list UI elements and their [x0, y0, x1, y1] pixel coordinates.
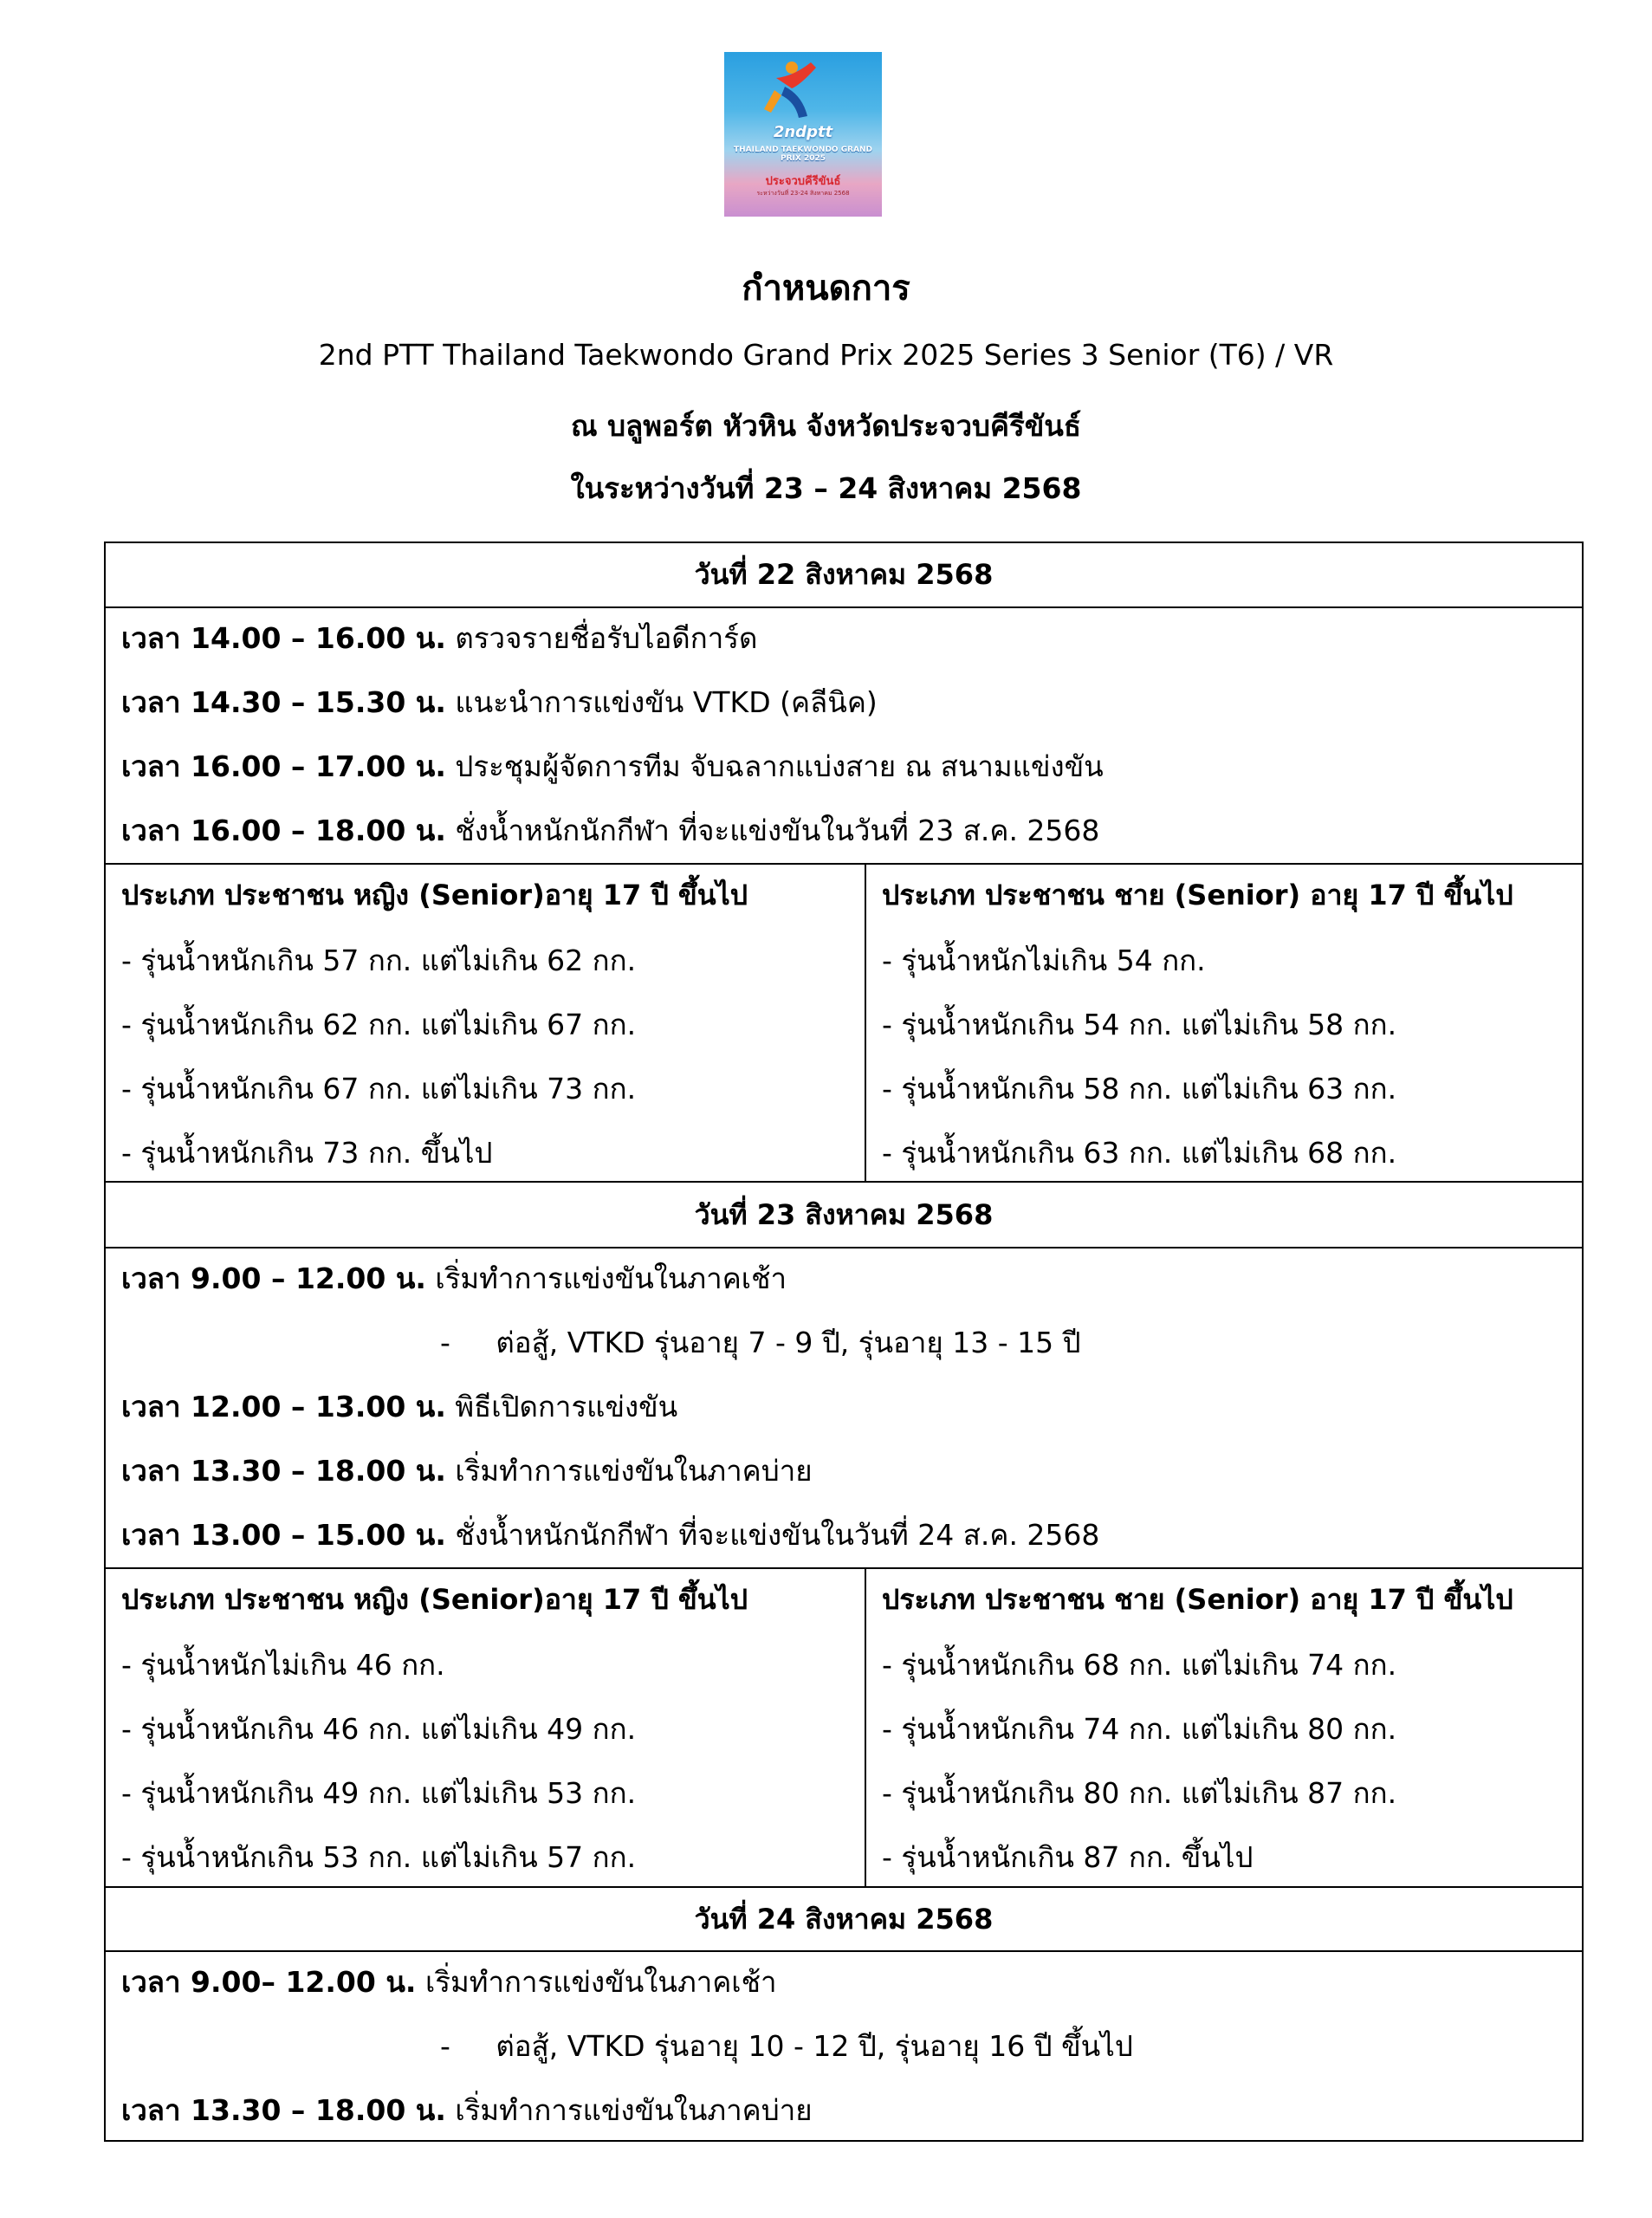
event-venue: ณ บลูพอร์ต หัวหิน จังหวัดประจวบคีรีขันธ์	[570, 409, 1081, 443]
list-item: เวลา 9.00 – 12.00 น. เริ่มทำการแข่งขันในภาคเช้า	[121, 1261, 787, 1295]
weight-class: - รุ่นน้ำหนักเกิน 54 กก. แต่ไม่เกิน 58 กก.	[882, 1008, 1397, 1041]
column-divider	[865, 865, 866, 1181]
day-heading-24: วันที่ 24 สิงหาคม 2568	[106, 1888, 1582, 1952]
day23-weight-classes	[106, 1569, 1582, 1888]
weight-class: - รุ่นน้ำหนักเกิน 74 กก. แต่ไม่เกิน 80 กก.	[882, 1712, 1397, 1746]
women-category-heading: ประเภท ประชาชน หญิง (Senior)อายุ 17 ปี ขึ้นไป	[121, 1583, 748, 1616]
weight-class: - รุ่นน้ำหนักเกิน 63 กก. แต่ไม่เกิน 68 กก.	[882, 1136, 1397, 1170]
weight-class: - รุ่นน้ำหนักไม่เกิน 46 กก.	[121, 1648, 445, 1682]
event-logo	[724, 52, 882, 217]
day-heading-23: วันที่ 23 สิงหาคม 2568	[106, 1183, 1582, 1248]
logo-series: THAILAND TAEKWONDO GRAND PRIX 2025	[733, 146, 872, 163]
schedule-table	[104, 542, 1584, 2142]
weight-class: - รุ่นน้ำหนักเกิน 87 กก. ขึ้นไป	[882, 1840, 1254, 1874]
weight-class: - รุ่นน้ำหนักเกิน 67 กก. แต่ไม่เกิน 73 กก.	[121, 1072, 637, 1106]
list-item: เวลา 16.00 – 17.00 น. ประชุมผู้จัดการทีม จับฉลากแบ่งสาย ณ สนามแข่งขัน	[121, 749, 1104, 783]
weight-class: - รุ่นน้ำหนักเกิน 57 กก. แต่ไม่เกิน 62 กก.	[121, 944, 637, 977]
list-item: เวลา 14.30 – 15.30 น. แนะนำการแข่งขัน VTKD (คลีนิค)	[121, 685, 878, 719]
weight-class: - รุ่นน้ำหนักเกิน 53 กก. แต่ไม่เกิน 57 กก.	[121, 1840, 637, 1874]
weight-class: - รุ่นน้ำหนักเกิน 49 กก. แต่ไม่เกิน 53 กก.	[121, 1776, 637, 1810]
list-subitem: - ต่อสู้, VTKD รุ่นอายุ 7 - 9 ปี, รุ่นอายุ 13 - 15 ปี	[440, 1326, 1081, 1359]
weight-class: - รุ่นน้ำหนักเกิน 46 กก. แต่ไม่เกิน 49 กก.	[121, 1712, 637, 1746]
logo-province: ประจวบคีรีขันธ์	[765, 175, 841, 188]
day22-weight-classes	[106, 865, 1582, 1183]
men-category-heading: ประเภท ประชาชน ชาย (Senior) อายุ 17 ปี ขึ้นไป	[882, 1583, 1513, 1616]
logo-date: ระหว่างวันที่ 23-24 สิงหาคม 2568	[756, 190, 850, 197]
list-item: เวลา 12.00 – 13.00 น. พิธีเปิดการแข่งขัน	[121, 1390, 678, 1424]
women-category-heading: ประเภท ประชาชน หญิง (Senior)อายุ 17 ปี ขึ้นไป	[121, 879, 748, 911]
list-item: เวลา 16.00 – 18.00 น. ชั่งน้ำหนักนักกีฬา ที่จะแข่งขันในวันที่ 23 ส.ค. 2568	[121, 814, 1100, 847]
list-item: เวลา 14.00 – 16.00 น. ตรวจรายชื่อรับไอดีการ์ด	[121, 621, 758, 655]
logo-brand: 2ndptt	[773, 123, 833, 141]
list-item: เวลา 9.00– 12.00 น. เริ่มทำการแข่งขันในภาคเช้า	[121, 1965, 777, 1999]
column-divider	[865, 1569, 866, 1886]
weight-class: - รุ่นน้ำหนักไม่เกิน 54 กก.	[882, 944, 1206, 977]
event-name: 2nd PTT Thailand Taekwondo Grand Prix 2025 Series 3 Senior (T6) / VR	[318, 338, 1334, 372]
day23-schedule	[106, 1248, 1582, 1569]
day24-schedule	[106, 1952, 1582, 2140]
event-dates: ในระหว่างวันที่ 23 – 24 สิงหาคม 2568	[570, 471, 1082, 505]
day22-schedule	[106, 608, 1582, 865]
weight-class: - รุ่นน้ำหนักเกิน 68 กก. แต่ไม่เกิน 74 กก.	[882, 1648, 1397, 1682]
weight-class: - รุ่นน้ำหนักเกิน 80 กก. แต่ไม่เกิน 87 กก.	[882, 1776, 1397, 1810]
weight-class: - รุ่นน้ำหนักเกิน 62 กก. แต่ไม่เกิน 67 กก.	[121, 1008, 637, 1041]
list-item: เวลา 13.30 – 18.00 น. เริ่มทำการแข่งขันในภาคบ่าย	[121, 1454, 813, 1488]
list-subitem: - ต่อสู้, VTKD รุ่นอายุ 10 - 12 ปี, รุ่นอายุ 16 ปี ขึ้นไป	[440, 2029, 1133, 2063]
page-title: กำหนดการ	[742, 269, 910, 308]
weight-class: - รุ่นน้ำหนักเกิน 58 กก. แต่ไม่เกิน 63 กก.	[882, 1072, 1397, 1106]
day-heading-22: วันที่ 22 สิงหาคม 2568	[106, 543, 1582, 608]
men-category-heading: ประเภท ประชาชน ชาย (Senior) อายุ 17 ปี ขึ้นไป	[882, 879, 1513, 911]
list-item: เวลา 13.00 – 15.00 น. ชั่งน้ำหนักนักกีฬา ที่จะแข่งขันในวันที่ 24 ส.ค. 2568	[121, 1518, 1100, 1552]
list-item: เวลา 13.30 – 18.00 น. เริ่มทำการแข่งขันในภาคบ่าย	[121, 2093, 813, 2127]
weight-class: - รุ่นน้ำหนักเกิน 73 กก. ขึ้นไป	[121, 1136, 493, 1170]
